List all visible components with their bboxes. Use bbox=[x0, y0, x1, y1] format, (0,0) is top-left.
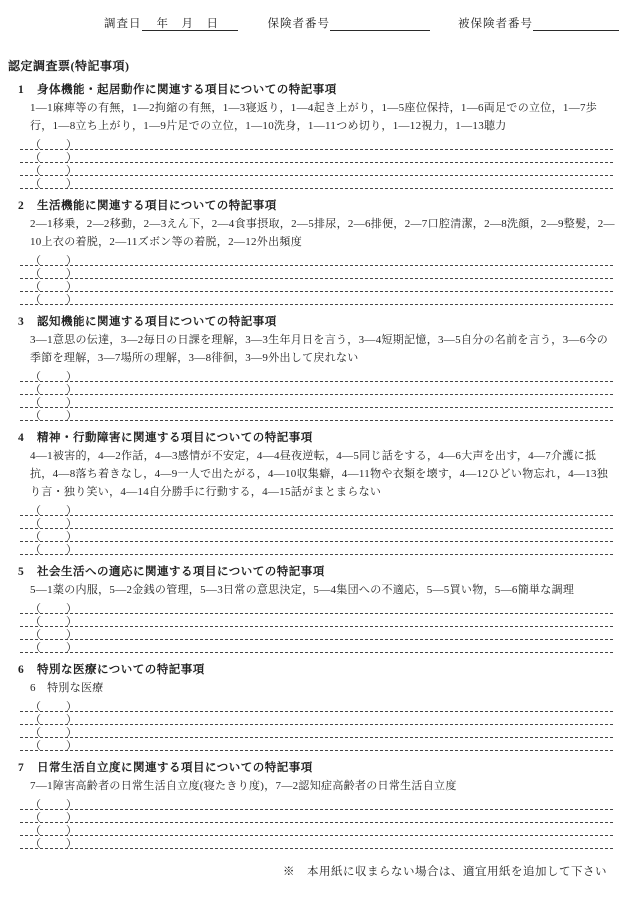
note-number-paren: （ ） bbox=[30, 799, 78, 811]
note-number-paren: （ ） bbox=[30, 825, 78, 837]
write-line[interactable] bbox=[20, 810, 613, 823]
note-number-paren: （ ） bbox=[30, 812, 78, 824]
write-line[interactable] bbox=[20, 408, 613, 421]
write-line[interactable] bbox=[20, 369, 613, 382]
page-title: 認定調査票(特記事項) bbox=[8, 59, 130, 73]
section-5-item-list: 5—1薬の内服，5—2金銭の管理，5—3日常の意思決定，5—4集団への不適応，5—5買い物，5—6簡単な調理 bbox=[30, 584, 575, 596]
write-line[interactable] bbox=[20, 516, 613, 529]
form-header bbox=[0, 0, 630, 31]
section-number: 3 bbox=[18, 316, 25, 328]
section-6 bbox=[0, 661, 630, 751]
insurer-number-field[interactable] bbox=[330, 17, 430, 31]
write-line[interactable] bbox=[20, 699, 613, 712]
section-4-heading bbox=[0, 429, 630, 447]
note-number-paren: （ ） bbox=[30, 384, 78, 396]
write-line[interactable] bbox=[20, 725, 613, 738]
note-number-paren: （ ） bbox=[30, 255, 78, 267]
section-6-subheading: 6 特別な医療 bbox=[30, 682, 104, 694]
note-number-paren: （ ） bbox=[30, 603, 78, 615]
section-number: 1 bbox=[18, 84, 25, 96]
write-line[interactable] bbox=[20, 266, 613, 279]
note-number-paren: （ ） bbox=[30, 397, 78, 409]
note-number-paren: （ ） bbox=[30, 727, 78, 739]
write-line[interactable] bbox=[20, 292, 613, 305]
note-number-paren: （ ） bbox=[30, 740, 78, 752]
section-heading-text: 認知機能に関連する項目についての特記事項 bbox=[37, 316, 277, 328]
section-2-item-list: 2—1移乗，2—2移動，2—3えん下，2—4食事摂取，2—5排尿，2—6排便，2—7口腔清潔，2—8洗顔，2—9整髪，2—10上衣の着脱，2—11ズボン等の着脱，2—12外出頻度 bbox=[30, 218, 615, 248]
section-5 bbox=[0, 563, 630, 653]
footer-note: ※ 本用紙に収まらない場合は、適宜用紙を追加して下さい bbox=[283, 866, 607, 878]
section-1 bbox=[0, 81, 630, 189]
survey-date-label: 調査日 bbox=[104, 18, 142, 30]
write-line[interactable] bbox=[20, 382, 613, 395]
note-number-paren: （ ） bbox=[30, 152, 78, 164]
note-number-paren: （ ） bbox=[30, 701, 78, 713]
note-number-paren: （ ） bbox=[30, 838, 78, 850]
note-number-paren: （ ） bbox=[30, 139, 78, 151]
note-number-paren: （ ） bbox=[30, 268, 78, 280]
section-number: 6 bbox=[18, 664, 25, 676]
section-7-heading bbox=[0, 759, 630, 777]
write-line[interactable] bbox=[20, 253, 613, 266]
section-1-heading bbox=[0, 81, 630, 99]
write-line[interactable] bbox=[20, 640, 613, 653]
write-line[interactable] bbox=[20, 712, 613, 725]
write-line[interactable] bbox=[20, 601, 613, 614]
write-line[interactable] bbox=[20, 823, 613, 836]
insured-number-label: 被保険者番号 bbox=[458, 18, 533, 30]
section-7-item-list: 7—1障害高齢者の日常生活自立度(寝たきり度)，7—2認知症高齢者の日常生活自立度 bbox=[30, 780, 457, 792]
section-heading-text: 社会生活への適応に関連する項目についての特記事項 bbox=[37, 566, 325, 578]
section-heading-text: 日常生活自立度に関連する項目についての特記事項 bbox=[37, 762, 313, 774]
section-heading-text: 特別な医療についての特記事項 bbox=[37, 664, 205, 676]
write-line[interactable] bbox=[20, 137, 613, 150]
write-line[interactable] bbox=[20, 529, 613, 542]
insurer-number-label: 保険者番号 bbox=[267, 18, 330, 30]
write-line[interactable] bbox=[20, 395, 613, 408]
note-number-paren: （ ） bbox=[30, 518, 78, 530]
write-line[interactable] bbox=[20, 150, 613, 163]
section-number: 2 bbox=[18, 200, 25, 212]
note-number-paren: （ ） bbox=[30, 629, 78, 641]
note-number-paren: （ ） bbox=[30, 178, 78, 190]
write-line[interactable] bbox=[20, 542, 613, 555]
section-5-heading bbox=[0, 563, 630, 581]
note-number-paren: （ ） bbox=[30, 642, 78, 654]
note-number-paren: （ ） bbox=[30, 616, 78, 628]
section-6-heading bbox=[0, 661, 630, 679]
section-4 bbox=[0, 429, 630, 555]
write-line[interactable] bbox=[20, 797, 613, 810]
write-line[interactable] bbox=[20, 279, 613, 292]
section-7 bbox=[0, 759, 630, 849]
note-number-paren: （ ） bbox=[30, 531, 78, 543]
note-number-paren: （ ） bbox=[30, 371, 78, 383]
write-line[interactable] bbox=[20, 738, 613, 751]
section-heading-text: 生活機能に関連する項目についての特記事項 bbox=[37, 200, 277, 212]
survey-date-field[interactable]: 年 月 日 bbox=[142, 17, 238, 31]
write-line[interactable] bbox=[20, 614, 613, 627]
section-number: 4 bbox=[18, 432, 25, 444]
section-3 bbox=[0, 313, 630, 421]
write-line[interactable] bbox=[20, 503, 613, 516]
write-line[interactable] bbox=[20, 836, 613, 849]
note-number-paren: （ ） bbox=[30, 410, 78, 422]
section-heading-text: 身体機能・起居動作に関連する項目についての特記事項 bbox=[37, 84, 337, 96]
section-number: 5 bbox=[18, 566, 25, 578]
note-number-paren: （ ） bbox=[30, 281, 78, 293]
write-line[interactable] bbox=[20, 627, 613, 640]
section-2 bbox=[0, 197, 630, 305]
note-number-paren: （ ） bbox=[30, 714, 78, 726]
section-heading-text: 精神・行動障害に関連する項目についての特記事項 bbox=[37, 432, 313, 444]
section-2-heading bbox=[0, 197, 630, 215]
insured-number-field[interactable] bbox=[533, 17, 619, 31]
note-number-paren: （ ） bbox=[30, 544, 78, 556]
section-number: 7 bbox=[18, 762, 25, 774]
write-line[interactable] bbox=[20, 163, 613, 176]
section-3-heading bbox=[0, 313, 630, 331]
write-line[interactable] bbox=[20, 176, 613, 189]
note-number-paren: （ ） bbox=[30, 294, 78, 306]
section-1-item-list: 1—1麻痺等の有無，1—2拘縮の有無，1—3寝返り，1—4起き上がり，1—5座位保持，1—6両足での立位，1—7歩行，1—8立ち上がり，1—9片足での立位，1—10洗身，1—11つめ切り，1—12視力，1—13聴力 bbox=[30, 102, 598, 132]
section-3-item-list: 3—1意思の伝達，3—2毎日の日課を理解，3—3生年月日を言う，3—4短期記憶，3—5自分の名前を言う，3—6今の季節を理解，3—7場所の理解，3—8徘徊，3—9外出して戻れない bbox=[30, 334, 609, 364]
note-number-paren: （ ） bbox=[30, 505, 78, 517]
section-4-item-list: 4—1被害的，4—2作話，4—3感情が不安定，4—4昼夜逆転，4—5同じ話をする，4—6大声を出す，4—7介護に抵抗，4—8落ち着きなし，4—9一人で出たがる，4—10収集癖，4—11物や衣類を壊す，4—12ひどい物忘れ，4—13独り言・独り笑い，4—14自分勝手に行動する，4—15話がまとまらない bbox=[30, 450, 609, 498]
note-number-paren: （ ） bbox=[30, 165, 78, 177]
